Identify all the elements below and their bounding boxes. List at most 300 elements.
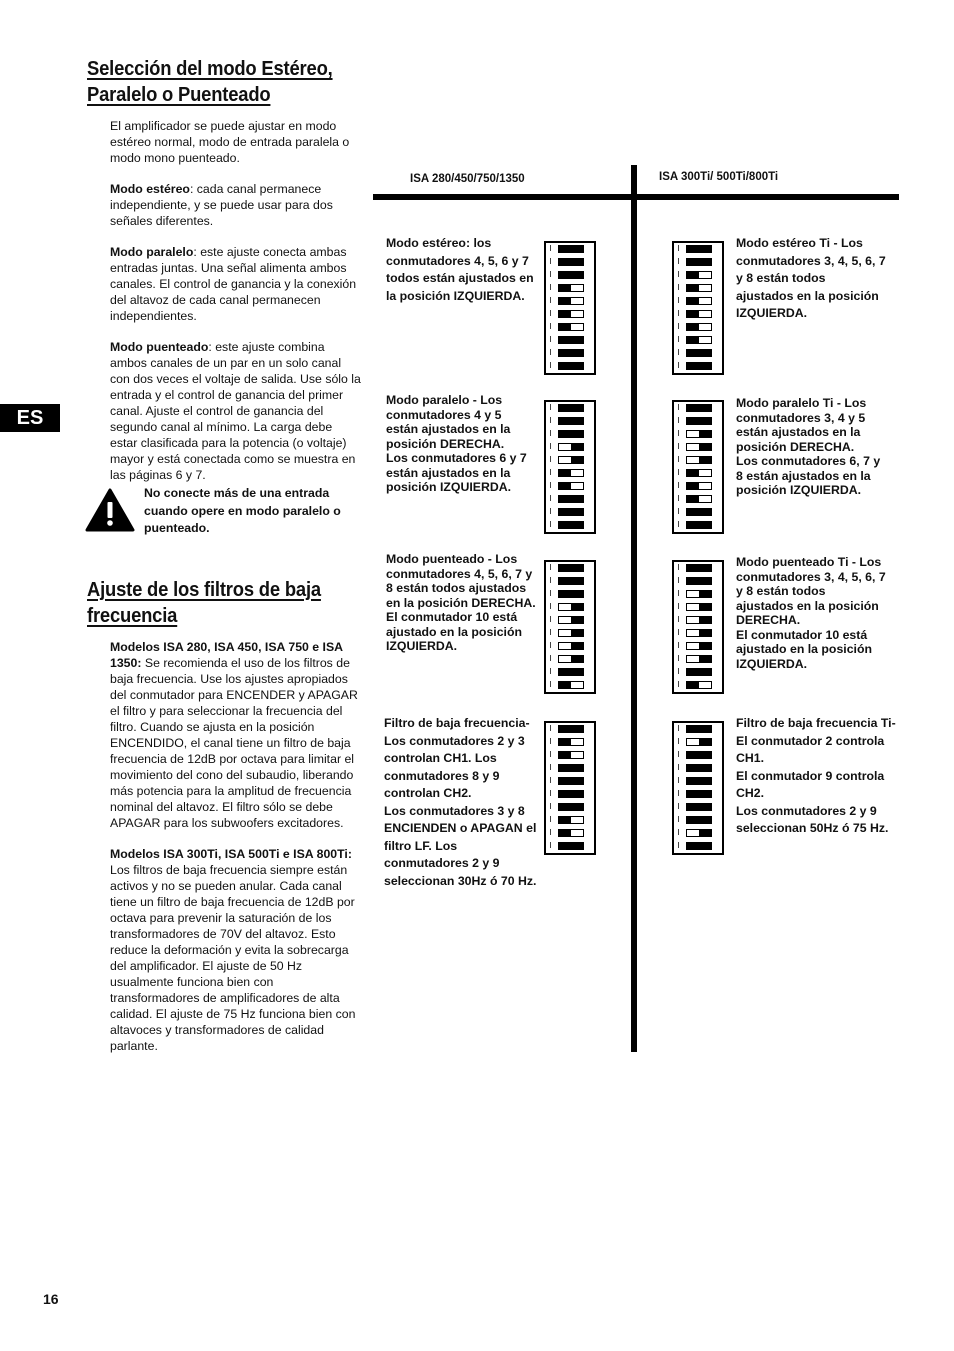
switch-number-mark	[550, 590, 554, 596]
switch-number-mark	[678, 310, 682, 316]
switch-number-mark	[678, 271, 682, 277]
dip-switch-toggle	[686, 668, 712, 676]
dip-switch-toggle	[558, 508, 584, 516]
switch-knob	[571, 617, 583, 623]
dip-switch-toggle	[686, 829, 712, 837]
lowfreq-filter-ti-text: Filtro de baja frecuencia Ti- El conmutador 2 controla CH1. El conmutador 9 controla CH2. Los conmutadores 2 y 9 seleccionan 50Hz ó 75 Hz.	[736, 716, 896, 835]
switch-number-mark	[550, 323, 554, 329]
switch-number-mark	[550, 495, 554, 501]
section-title-filter-line1: Ajuste de los filtros de baja	[87, 579, 321, 601]
dip-switch-row	[546, 736, 594, 749]
switch-number-mark	[550, 430, 554, 436]
switch-number-mark	[550, 564, 554, 570]
dip-switch-toggle	[558, 443, 584, 451]
dip-switch-toggle	[558, 655, 584, 663]
dip-switch-row	[674, 269, 722, 282]
dip-switch-row	[674, 749, 722, 762]
switch-number-mark	[550, 310, 554, 316]
section-title-mode-line1: Selección del modo Estéreo,	[87, 58, 333, 80]
stereo-paragraph	[110, 181, 362, 229]
models2-paragraph	[110, 846, 362, 1054]
dip-switch-row	[546, 627, 594, 640]
page-number: 16	[43, 1291, 59, 1307]
dip-switch-toggle	[558, 629, 584, 637]
switch-knob	[571, 604, 583, 610]
dip-switch-toggle	[686, 443, 712, 451]
dip-switch-row	[674, 256, 722, 269]
switch-knob	[559, 298, 571, 304]
dip-switch-toggle	[558, 297, 584, 305]
bridged-ti-mode-text: Modo puenteado Ti - Los conmutadores 3, 4, 5, 6, 7 y 8 están todos ajustados en la posición DERECHA. El conmutador 10 está ajustado en la posición IZQUIERDA.	[736, 555, 886, 671]
switch-number-mark	[678, 842, 682, 848]
language-tab	[0, 404, 60, 432]
switch-number-mark	[678, 323, 682, 329]
switch-knob	[699, 591, 711, 597]
parallel-label: Modo paralelo	[110, 245, 194, 259]
switch-number-mark	[678, 616, 682, 622]
dip-switch-row	[546, 775, 594, 788]
dip-switch-toggle	[558, 469, 584, 477]
switch-knob	[687, 311, 699, 317]
dip-switch-toggle	[686, 323, 712, 331]
dip-switch-row	[674, 441, 722, 454]
switch-number-mark	[678, 482, 682, 488]
switch-knob	[687, 470, 699, 476]
dip-switch-row	[546, 308, 594, 321]
dip-switch-row	[546, 467, 594, 480]
dip-switch-toggle	[686, 417, 712, 425]
switch-knob	[559, 817, 571, 823]
dip-switch-toggle	[686, 590, 712, 598]
switch-number-mark	[678, 590, 682, 596]
dip-switch-parallel	[544, 400, 596, 534]
switch-number-mark	[550, 349, 554, 355]
dip-switch-stereo-ti	[672, 241, 724, 375]
switch-number-mark	[550, 297, 554, 303]
switch-number-mark	[550, 603, 554, 609]
dip-switch-row	[674, 480, 722, 493]
dip-switch-toggle	[558, 284, 584, 292]
dip-switch-row	[546, 402, 594, 415]
intro-paragraph: El amplificador se puede ajustar en modo estéreo normal, modo de entrada paralela o modo mono puenteado.	[110, 119, 350, 165]
bridged-label: Modo puenteado	[110, 340, 209, 354]
stereo-label: Modo estéreo	[110, 182, 190, 196]
dip-switch-toggle	[558, 430, 584, 438]
dip-switch-toggle	[686, 603, 712, 611]
dip-switch-toggle	[558, 258, 584, 266]
dip-switch-toggle	[558, 803, 584, 811]
warning-text: No conecte más de una entrada cuando opere en modo paralelo o puenteado.	[144, 486, 341, 535]
switch-number-mark	[678, 404, 682, 410]
dip-switch-row	[674, 775, 722, 788]
models1-paragraph	[110, 639, 362, 831]
dip-switch-row	[674, 243, 722, 256]
switch-number-mark	[678, 258, 682, 264]
switch-knob	[559, 470, 571, 476]
switch-knob	[559, 324, 571, 330]
switch-knob	[571, 457, 583, 463]
switch-number-mark	[678, 362, 682, 368]
dip-switch-row	[674, 295, 722, 308]
switch-number-mark	[550, 816, 554, 822]
dip-switch-toggle	[686, 629, 712, 637]
dip-switch-toggle	[558, 245, 584, 253]
switch-number-mark	[678, 629, 682, 635]
switch-number-mark	[550, 404, 554, 410]
dip-switch-row	[546, 562, 594, 575]
switch-knob	[559, 830, 571, 836]
dip-switch-row	[546, 321, 594, 334]
dip-switch-toggle	[686, 362, 712, 370]
dip-switch-row	[546, 723, 594, 736]
dip-switch-row	[674, 762, 722, 775]
switch-knob	[699, 739, 711, 745]
switch-number-mark	[550, 258, 554, 264]
dip-switch-row	[674, 627, 722, 640]
dip-switch-row	[674, 467, 722, 480]
switch-number-mark	[550, 482, 554, 488]
dip-switch-toggle	[558, 790, 584, 798]
dip-switch-row	[546, 256, 594, 269]
switch-number-mark	[550, 508, 554, 514]
dip-switch-lowfreq-ti	[672, 721, 724, 855]
dip-switch-row	[674, 614, 722, 627]
switch-number-mark	[678, 508, 682, 514]
dip-switch-row	[674, 601, 722, 614]
bridged-mode-text: Modo puenteado - Los conmutadores 4, 5, 6, 7 y 8 están todos ajustados en la posición DERECHA. El conmutador 10 está ajustado en la posición IZQUIERDA.	[386, 552, 536, 653]
dip-switch-toggle	[686, 284, 712, 292]
switch-knob	[699, 604, 711, 610]
dip-switch-row	[674, 653, 722, 666]
switch-number-mark	[678, 655, 682, 661]
dip-switch-toggle	[686, 642, 712, 650]
dip-switch-row	[546, 428, 594, 441]
dip-switch-row	[674, 814, 722, 827]
dip-switch-toggle	[686, 404, 712, 412]
stereo-mode-text: Modo estéreo: los conmutadores 4, 5, 6 y 7 todos están ajustados en la posición IZQUIERDA.	[386, 236, 534, 303]
dip-switch-row	[674, 493, 722, 506]
switch-knob	[559, 682, 571, 688]
dip-switch-row	[546, 653, 594, 666]
switch-number-mark	[550, 681, 554, 687]
models1-label: Modelos ISA 280, ISA 450, ISA 750 e ISA 1350:	[110, 640, 343, 670]
bridged-text: : este ajuste combina ambos canales de un par en un solo canal con dos veces el voltaje de salida. Use sólo la entrada y el control de ganancia del primer canal. Ajuste el control de ganancia del segundo canal al mínimo. La carga debe estar clasificada para la potencia (o voltaje) mayor y está conectada como se muestra en las páginas 6 y 7.	[110, 340, 361, 482]
dip-switch-row	[674, 282, 722, 295]
dip-switch-row	[674, 415, 722, 428]
dip-switch-row	[674, 840, 722, 853]
switch-number-mark	[550, 829, 554, 835]
switch-number-mark	[550, 521, 554, 527]
dip-switch-row	[546, 679, 594, 692]
switch-number-mark	[678, 577, 682, 583]
dip-switch-toggle	[558, 336, 584, 344]
dip-switch-bridged-ti	[672, 560, 724, 694]
dip-switch-row	[674, 562, 722, 575]
switch-number-mark	[678, 642, 682, 648]
parallel-ti-mode-text: Modo paralelo Ti - Los conmutadores 3, 4 y 5 están ajustados en la posición DERECHA. Los conmutadores 6, 7 y 8 están ajustados en la posición IZQUIERDA.	[736, 396, 881, 497]
dip-switch-toggle	[558, 577, 584, 585]
dip-switch-row	[674, 575, 722, 588]
dip-switch-toggle	[558, 310, 584, 318]
dip-switch-toggle	[686, 681, 712, 689]
switch-number-mark	[550, 629, 554, 635]
dip-switch-toggle	[686, 725, 712, 733]
switch-number-mark	[678, 349, 682, 355]
dip-switch-row	[546, 415, 594, 428]
switch-number-mark	[678, 764, 682, 770]
switch-knob	[559, 311, 571, 317]
dip-switch-toggle	[558, 271, 584, 279]
switch-number-mark	[678, 829, 682, 835]
switch-number-mark	[678, 495, 682, 501]
column-header-isa-ti: ISA 300Ti/ 500Ti/800Ti	[659, 171, 779, 183]
dip-switch-toggle	[686, 521, 712, 529]
switch-number-mark	[550, 417, 554, 423]
dip-switch-row	[546, 347, 594, 360]
dip-switch-row	[674, 640, 722, 653]
dip-switch-row	[546, 666, 594, 679]
switch-number-mark	[678, 417, 682, 423]
dip-switch-row	[546, 801, 594, 814]
dip-switch-toggle	[686, 764, 712, 772]
switch-number-mark	[550, 655, 554, 661]
dip-switch-row	[546, 243, 594, 256]
switch-number-mark	[550, 443, 554, 449]
dip-switch-row	[546, 282, 594, 295]
switch-knob	[687, 337, 699, 343]
dip-switch-stereo	[544, 241, 596, 375]
switch-knob	[699, 643, 711, 649]
switch-number-mark	[678, 681, 682, 687]
switch-knob	[571, 444, 583, 450]
switch-knob	[559, 285, 571, 291]
dip-switch-row	[546, 588, 594, 601]
section-title-mode-line2: Paralelo o Puenteado	[87, 84, 271, 106]
switch-number-mark	[678, 790, 682, 796]
parallel-mode-text: Modo paralelo - Los conmutadores 4 y 5 están ajustados en la posición DERECHA. Los conmutadores 6 y 7 están ajustados en la posición IZQUIERDA.	[386, 393, 527, 494]
dip-switch-toggle	[558, 725, 584, 733]
switch-knob	[687, 272, 699, 278]
switch-number-mark	[550, 725, 554, 731]
dip-switch-toggle	[686, 842, 712, 850]
filter-description	[110, 639, 362, 1069]
dip-switch-toggle	[686, 616, 712, 624]
dip-switch-toggle	[686, 456, 712, 464]
dip-switch-row	[546, 640, 594, 653]
dip-switch-row	[546, 454, 594, 467]
switch-number-mark	[678, 430, 682, 436]
dip-switch-toggle	[558, 642, 584, 650]
switch-knob	[699, 617, 711, 623]
dip-switch-row	[546, 827, 594, 840]
switch-knob	[699, 431, 711, 437]
switch-knob	[687, 298, 699, 304]
dip-switch-toggle	[686, 655, 712, 663]
dip-switch-toggle	[686, 469, 712, 477]
switch-number-mark	[550, 803, 554, 809]
dip-switch-toggle	[686, 245, 712, 253]
language-tab-label: ES	[16, 406, 44, 429]
switch-knob	[699, 830, 711, 836]
dip-switch-row	[546, 295, 594, 308]
dip-switch-toggle	[558, 564, 584, 572]
dip-switch-toggle	[558, 482, 584, 490]
switch-number-mark	[678, 803, 682, 809]
switch-number-mark	[550, 362, 554, 368]
table-column-divider	[631, 165, 637, 1052]
dip-switch-toggle	[558, 521, 584, 529]
switch-number-mark	[678, 603, 682, 609]
dip-switch-row	[546, 441, 594, 454]
dip-switch-row	[546, 269, 594, 282]
dip-switch-toggle	[686, 336, 712, 344]
switch-number-mark	[678, 725, 682, 731]
switch-number-mark	[550, 751, 554, 757]
dip-switch-row	[674, 723, 722, 736]
dip-switch-toggle	[558, 829, 584, 837]
dip-switch-toggle	[686, 816, 712, 824]
dip-switch-row	[674, 360, 722, 373]
switch-number-mark	[550, 777, 554, 783]
mode-description	[110, 118, 362, 498]
switch-number-mark	[550, 668, 554, 674]
dip-switch-toggle	[558, 603, 584, 611]
switch-number-mark	[678, 297, 682, 303]
dip-switch-toggle	[686, 508, 712, 516]
dip-switch-row	[546, 360, 594, 373]
switch-number-mark	[678, 469, 682, 475]
switch-number-mark	[550, 738, 554, 744]
dip-switch-toggle	[558, 751, 584, 759]
dip-switch-row	[546, 493, 594, 506]
switch-number-mark	[678, 668, 682, 674]
dip-switch-row	[674, 666, 722, 679]
dip-switch-row	[674, 454, 722, 467]
dip-switch-toggle	[558, 495, 584, 503]
dip-switch-row	[674, 506, 722, 519]
dip-switch-toggle	[686, 271, 712, 279]
dip-switch-row	[674, 519, 722, 532]
switch-knob	[559, 752, 571, 758]
dip-switch-toggle	[558, 668, 584, 676]
dip-switch-toggle	[558, 404, 584, 412]
dip-switch-row	[546, 601, 594, 614]
switch-number-mark	[550, 790, 554, 796]
switch-knob	[687, 496, 699, 502]
dip-switch-toggle	[686, 349, 712, 357]
dip-switch-toggle	[558, 417, 584, 425]
switch-knob	[699, 656, 711, 662]
dip-switch-row	[546, 614, 594, 627]
switch-knob	[699, 630, 711, 636]
switch-number-mark	[550, 616, 554, 622]
switch-knob	[559, 739, 571, 745]
dip-switch-toggle	[686, 751, 712, 759]
switch-number-mark	[550, 271, 554, 277]
dip-switch-toggle	[558, 616, 584, 624]
switch-number-mark	[678, 777, 682, 783]
dip-switch-toggle	[558, 764, 584, 772]
dip-switch-toggle	[686, 258, 712, 266]
dip-switch-toggle	[686, 297, 712, 305]
switch-number-mark	[550, 642, 554, 648]
dip-switch-bridged	[544, 560, 596, 694]
dip-switch-toggle	[558, 349, 584, 357]
dip-switch-row	[546, 762, 594, 775]
section-title-mode	[87, 56, 354, 108]
dip-switch-toggle	[558, 738, 584, 746]
dip-switch-toggle	[558, 842, 584, 850]
switch-number-mark	[550, 469, 554, 475]
switch-knob	[559, 483, 571, 489]
dip-switch-lowfreq	[544, 721, 596, 855]
dip-switch-toggle	[686, 482, 712, 490]
stereo-text: : cada canal permanece independiente, y se puede usar para dos señales diferentes.	[110, 182, 333, 228]
dip-switch-row	[674, 788, 722, 801]
column-header-isa: ISA 280/450/750/1350	[410, 173, 525, 185]
dip-switch-toggle	[558, 681, 584, 689]
dip-switch-toggle	[686, 790, 712, 798]
switch-knob	[699, 457, 711, 463]
stereo-ti-mode-text: Modo estéreo Ti - Los conmutadores 3, 4, 5, 6, 7 y 8 están todos ajustados en la posición IZQUIERDA.	[736, 236, 886, 320]
dip-switch-row	[546, 519, 594, 532]
dip-switch-row	[674, 827, 722, 840]
switch-number-mark	[550, 842, 554, 848]
switch-knob	[687, 285, 699, 291]
switch-knob	[687, 483, 699, 489]
dip-switch-toggle	[686, 495, 712, 503]
models1-text: Se recomienda el uso de los filtros de baja frecuencia. Use los ajustes apropiados del conmutador para ENCENDER y APAGAR el filtro y para seleccionar la frecuencia del filtro. Cuando se ajusta en la posición ENCENDIDO, el canal tiene un filtro de baja frecuencia de 12dB por octava para limitar el movimiento del cono del subaudio, liberando más potencia para la amplitud de frecuencia nominal del altavoz. El filtro sólo se debe APAGAR para los subwoofers excitadores.	[110, 656, 358, 830]
dip-switch-toggle	[686, 777, 712, 785]
dip-switch-toggle	[558, 777, 584, 785]
switch-number-mark	[678, 751, 682, 757]
dip-switch-row	[546, 334, 594, 347]
lowfreq-filter-text: Filtro de baja frecuencia- Los conmutadores 2 y 3 controlan CH1. Los conmutadores 8 y 9 controlan CH2. Los conmutadores 3 y 8 ENCIENDEN o APAGAN el filtro LF. Los conmutadores 2 y 9 seleccionan 30Hz ó 70 Hz.	[384, 716, 537, 888]
dip-switch-toggle	[686, 577, 712, 585]
switch-knob	[571, 630, 583, 636]
switch-number-mark	[678, 521, 682, 527]
parallel-text: : este ajuste conecta ambas entradas juntas. Una señal alimenta ambos canales. El control de ganancia y la conexión del altavoz de cada canal permanecen independientes.	[110, 245, 357, 323]
switch-number-mark	[550, 245, 554, 251]
switch-number-mark	[550, 577, 554, 583]
dip-switch-row	[546, 749, 594, 762]
dip-switch-row	[674, 347, 722, 360]
switch-number-mark	[678, 456, 682, 462]
switch-number-mark	[678, 443, 682, 449]
dip-switch-toggle	[686, 310, 712, 318]
dip-switch-toggle	[558, 323, 584, 331]
dip-switch-toggle	[686, 564, 712, 572]
warning-icon	[85, 488, 135, 532]
dip-switch-row	[546, 506, 594, 519]
switch-number-mark	[678, 816, 682, 822]
models2-label: Modelos ISA 300Ti, ISA 500Ti e ISA 800Ti:	[110, 847, 352, 861]
dip-switch-row	[546, 840, 594, 853]
section-title-filter-line2: frecuencia	[87, 605, 178, 627]
switch-number-mark	[678, 284, 682, 290]
dip-switch-row	[674, 308, 722, 321]
dip-switch-toggle	[558, 590, 584, 598]
dip-switch-row	[674, 588, 722, 601]
bridged-paragraph	[110, 339, 362, 483]
dip-switch-toggle	[558, 816, 584, 824]
switch-number-mark	[678, 564, 682, 570]
switch-knob	[571, 643, 583, 649]
models2-text: Los filtros de baja frecuencia siempre están activos y no se pueden anular. Cada canal tiene un filtro de baja frecuencia de 12dB por octava para prevenir la saturación de los transformadores de 70V del altavoz. Esto reduce la deformación y evita la sobrecarga del amplificador. El ajuste de 50 Hz usualmente funciona bien con transformadores de amplificadores de alta calidad. El ajuste de 75 Hz funciona bien con altavoces y transformadores de calidad parlante.	[110, 863, 356, 1053]
dip-switch-row	[546, 814, 594, 827]
switch-number-mark	[678, 336, 682, 342]
switch-knob	[571, 656, 583, 662]
